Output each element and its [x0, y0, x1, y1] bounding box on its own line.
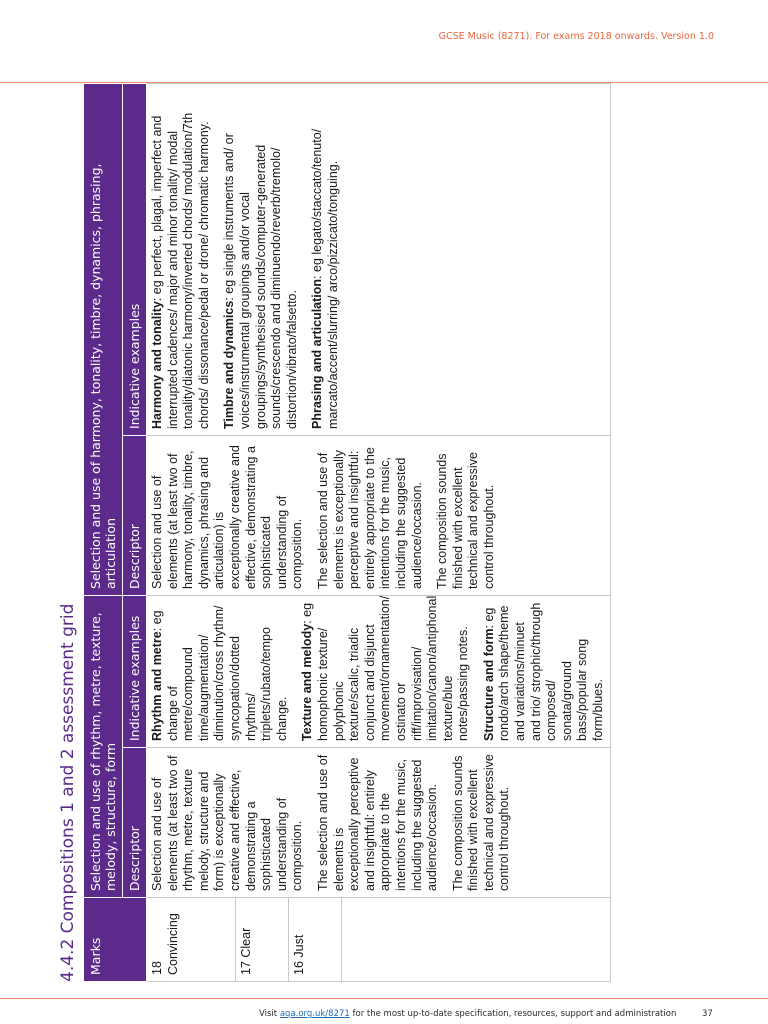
header-row-groups — [84, 83, 123, 981]
group1-header: Selection and use of rhythm, metre, texture, melody, structure, form — [84, 595, 123, 897]
examples2-cell — [147, 83, 611, 435]
example-phrasing-articulation: Phrasing and articulation: eg legato/staccato/tenuto/ marcato/accent/slurring/ arco/pizzicato/tonguing. — [310, 128, 340, 429]
descriptor2-header: Descriptor — [123, 435, 147, 595]
descriptor1-cell — [147, 748, 611, 898]
descriptor2-para: The composition sounds finished with excellent technical and expressive control throughout. — [435, 452, 496, 589]
header-row-subs — [123, 83, 147, 981]
table-row — [147, 83, 236, 981]
footer-rule — [0, 998, 768, 999]
descriptor2-para: Selection and use of elements (at least two of harmony, tonality, timbre, dynamics, phrasing and articulation) is exceptionally creative and effective, demonstrating a sophisticated understanding of composition. — [150, 445, 305, 589]
page-number: 37 — [702, 1009, 713, 1019]
descriptor1-para: The selection and use of elements is exceptionally perceptive and insightful: entirely appropriate to the intentions for the music, including the suggested audience/occasion. — [315, 754, 440, 891]
section-title: 4.4.2 Compositions 1 and 2 assessment grid — [58, 603, 78, 982]
rotated-content — [55, 62, 615, 982]
examples1-header: Indicative examples — [123, 595, 147, 747]
example-harmony-tonality: Harmony and tonality: eg perfect, plagal, imperfect and interrupted cadences/ major and minor tonality/ modal tonality/diatonic harmony/inverted chords/ modulation/7th chords/ dissonance/pedal or drone/ chromatic harmony. — [150, 112, 211, 429]
example-rhythm-metre: Rhythm and metre: eg change of metre/compound time/augmentation/ diminution/cross rhythm/ syncopation/dotted rhythms/ triplets/rubato/tempo change. — [150, 605, 289, 741]
mark-18: 18 Convincing — [147, 898, 236, 982]
page-header: GCSE Music (8271). For exams 2018 onwards. Version 1.0 — [438, 31, 714, 42]
mark-empty — [341, 898, 610, 982]
group2-header: Selection and use of harmony, tonality, timbre, dynamics, phrasing, articulation — [84, 83, 123, 595]
descriptor1-para: The composition sounds finished with excellent technical and expressive control throughout. — [450, 754, 512, 891]
assessment-grid-table — [83, 83, 611, 982]
descriptor1-header: Descriptor — [123, 748, 147, 898]
example-timbre-dynamics: Timbre and dynamics: eg single instruments and/ or voices/instrumental groupings and/or vocal groupings/synthesised sounds/computer-generated sounds/crescendo and diminuendo/reverb/tremolo/ distortion/vibrato/falsetto. — [222, 133, 299, 429]
footer-link[interactable]: aqa.org.uk/8271 — [279, 1009, 350, 1019]
examples1-cell — [147, 595, 611, 747]
mark-17: 17 Clear — [236, 898, 289, 982]
examples2-header: Indicative examples — [123, 83, 147, 435]
example-structure-form: Structure and form: eg rondo/arch shape/theme and variations/minuet and trio/ strophic/through composed/ sonata/ground bass/popular song form/blues. — [481, 602, 606, 741]
descriptor2-para: The selection and use of elements is exceptionally perceptive and insightful: entirely appropriate to the intentions for the music, including the suggested audience/occasion. — [315, 447, 424, 589]
footer-text: Visit aqa.org.uk/8271 for the most up-to-date specification, resources, support and administration — [259, 1009, 677, 1019]
mark-16: 16 Just — [288, 898, 341, 982]
descriptor1-para: Selection and use of elements (at least two of rhythm, metre, texture melody, structure and form) is exceptionally creative and effective, demonstrating a sophisticated understanding of composition. — [150, 755, 305, 891]
marks-header: Marks — [84, 898, 147, 982]
example-texture-melody: Texture and melody: eg homophonic texture/ polyphonic texture/scalic, triadic conjunct and disjunct movement/ornamentation/ ostinato or riff/improvisation/ imitation/canon/antiphonal texture/blue notes/passing notes. — [300, 595, 471, 741]
descriptor2-cell — [147, 435, 611, 595]
